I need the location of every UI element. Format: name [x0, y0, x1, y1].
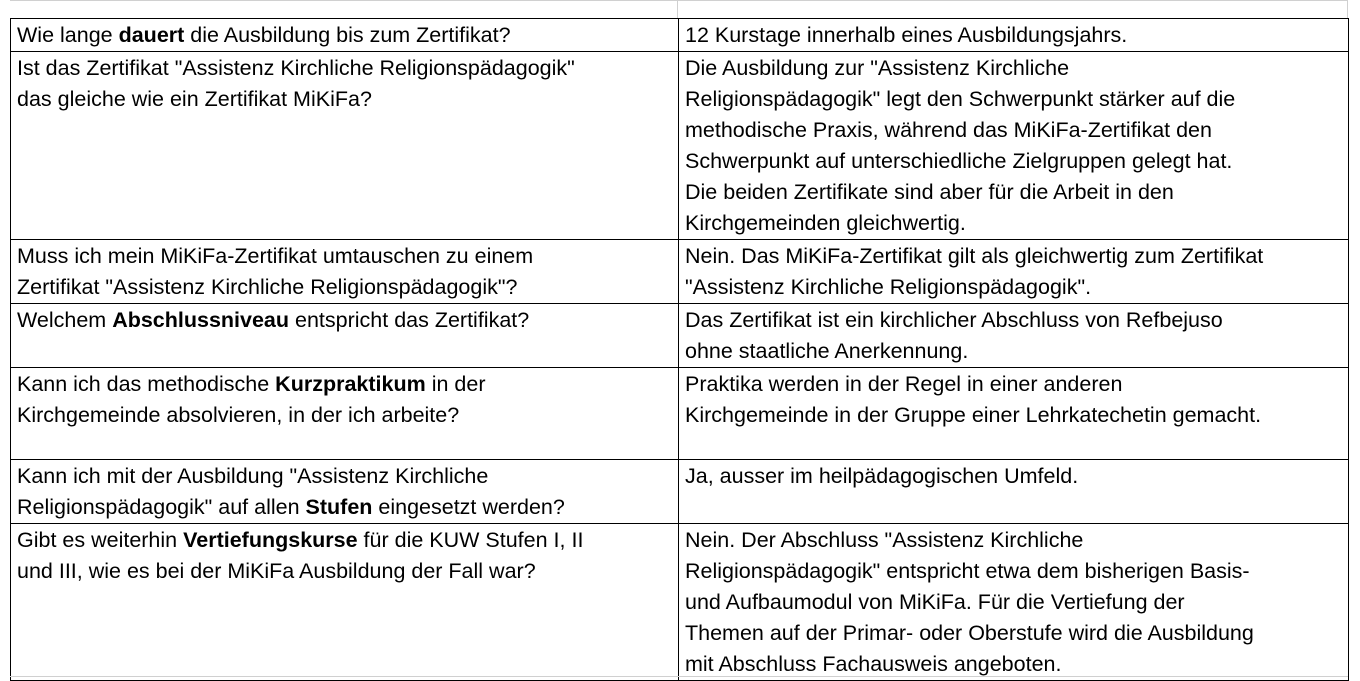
text-run: in der — [425, 372, 486, 396]
sheet-gridline-column — [677, 0, 678, 18]
text-run: die Ausbildung bis zum Zertifikat? — [184, 23, 511, 47]
text-line — [17, 84, 672, 115]
answer-text — [685, 525, 1342, 680]
answer-text — [685, 461, 1342, 492]
bold-keyword: Kurzpraktikum — [275, 372, 426, 396]
text-run: Muss ich mein MiKiFa-Zertifikat umtauschen zu einem — [17, 244, 534, 268]
text-run: Religionspädagogik" auf allen — [17, 495, 306, 519]
answer-text — [685, 241, 1342, 303]
answer-cell[interactable] — [679, 460, 1349, 524]
bold-keyword: dauert — [118, 23, 185, 47]
text-line: Religionspädagogik" legt den Schwerpunkt stärker auf die — [685, 87, 1236, 111]
question-cell[interactable] — [11, 524, 679, 681]
text-line — [17, 400, 672, 431]
text-line: mit Abschluss Fachausweis angeboten. — [685, 652, 1062, 676]
text-line — [17, 461, 672, 492]
text-line — [17, 20, 672, 51]
text-run: für die KUW Stufen I, II — [357, 528, 584, 552]
question-cell[interactable] — [11, 52, 679, 240]
question-cell[interactable] — [11, 240, 679, 304]
text-line: Die beiden Zertifikate sind aber für die Arbeit in den — [685, 180, 1174, 204]
text-line: "Assistenz Kirchliche Religionspädagogik". — [685, 275, 1092, 299]
answer-cell[interactable] — [679, 304, 1349, 368]
answer-text — [685, 53, 1342, 239]
bold-keyword: Stufen — [305, 495, 373, 519]
question-text — [17, 369, 672, 431]
text-run: Zertifikat "Assistenz Kirchliche Religionspädagogik"? — [17, 275, 518, 299]
text-line: Nein. Der Abschluss "Assistenz Kirchliche — [685, 528, 1084, 552]
question-cell[interactable] — [11, 460, 679, 524]
text-line — [17, 492, 672, 523]
text-line: Kirchgemeinde in der Gruppe einer Lehrkatechetin gemacht. — [685, 403, 1262, 427]
text-run: entspricht das Zertifikat? — [289, 308, 530, 332]
text-run: Gibt es weiterhin — [17, 528, 184, 552]
text-line — [17, 305, 672, 336]
question-text — [17, 461, 672, 523]
text-line: Das Zertifikat ist ein kirchlicher Abschluss von Refbejuso — [685, 308, 1223, 332]
bold-keyword: Vertiefungskurse — [183, 528, 358, 552]
answer-text — [685, 20, 1342, 51]
text-line — [17, 241, 672, 272]
text-line — [17, 53, 672, 84]
text-line: ohne staatliche Anerkennung. — [685, 339, 969, 363]
text-line — [17, 525, 672, 556]
question-text — [17, 20, 672, 51]
text-line: Ja, ausser im heilpädagogischen Umfeld. — [685, 464, 1079, 488]
text-line: Religionspädagogik" entspricht etwa dem bisherigen Basis- — [685, 559, 1250, 583]
table-row — [11, 19, 1349, 52]
table-row — [11, 524, 1349, 681]
text-line: und Aufbaumodul von MiKiFa. Für die Vertiefung der — [685, 590, 1185, 614]
table-row — [11, 240, 1349, 304]
text-line — [17, 369, 672, 400]
table-row — [11, 52, 1349, 240]
answer-cell[interactable] — [679, 524, 1349, 681]
text-run: und III, wie es bei der MiKiFa Ausbildung der Fall war? — [17, 559, 536, 583]
sheet-gridline-bottom — [10, 676, 1348, 677]
text-run: Kirchgemeinde absolvieren, in der ich arbeite? — [17, 403, 460, 427]
text-line: methodische Praxis, während das MiKiFa-Zertifikat den — [685, 118, 1212, 142]
question-text — [17, 525, 672, 587]
answer-cell[interactable] — [679, 240, 1349, 304]
question-cell[interactable] — [11, 368, 679, 460]
text-run: eingesetzt werden? — [372, 495, 565, 519]
text-run: Kann ich das methodische — [17, 372, 276, 396]
text-run: Ist das Zertifikat "Assistenz Kirchliche Religionspädagogik" — [17, 56, 575, 80]
answer-cell[interactable] — [679, 368, 1349, 460]
question-text — [17, 53, 672, 115]
question-text — [17, 305, 672, 336]
question-cell[interactable] — [11, 19, 679, 52]
text-line: Schwerpunkt auf unterschiedliche Zielgruppen gelegt hat. — [685, 149, 1233, 173]
text-line: Praktika werden in der Regel in einer anderen — [685, 372, 1123, 396]
question-cell[interactable] — [11, 304, 679, 368]
answer-text — [685, 305, 1342, 367]
table-row — [11, 304, 1349, 368]
sheet-gridline-top — [10, 0, 1348, 1]
text-line: Die Ausbildung zur "Assistenz Kirchliche — [685, 56, 1070, 80]
text-line: Themen auf der Primar- oder Oberstufe wird die Ausbildung — [685, 621, 1254, 645]
table-row — [11, 368, 1349, 460]
sheet-gridline-column — [1347, 0, 1348, 18]
faq-table — [10, 18, 1349, 681]
question-text — [17, 241, 672, 303]
text-run: Welchem — [17, 308, 113, 332]
answer-cell[interactable] — [679, 19, 1349, 52]
text-run: Kann ich mit der Ausbildung "Assistenz Kirchliche — [17, 464, 489, 488]
text-line — [17, 556, 672, 587]
answer-cell[interactable] — [679, 52, 1349, 240]
text-run: das gleiche wie ein Zertifikat MiKiFa? — [17, 87, 372, 111]
answer-text — [685, 369, 1342, 431]
text-run: Wie lange — [17, 23, 119, 47]
text-line: Kirchgemeinden gleichwertig. — [685, 211, 966, 235]
text-line — [17, 272, 672, 303]
bold-keyword: Abschlussniveau — [112, 308, 290, 332]
text-line: Nein. Das MiKiFa-Zertifikat gilt als gleichwertig zum Zertifikat — [685, 244, 1264, 268]
table-row — [11, 460, 1349, 524]
text-line: 12 Kurstage innerhalb eines Ausbildungsjahrs. — [685, 23, 1128, 47]
